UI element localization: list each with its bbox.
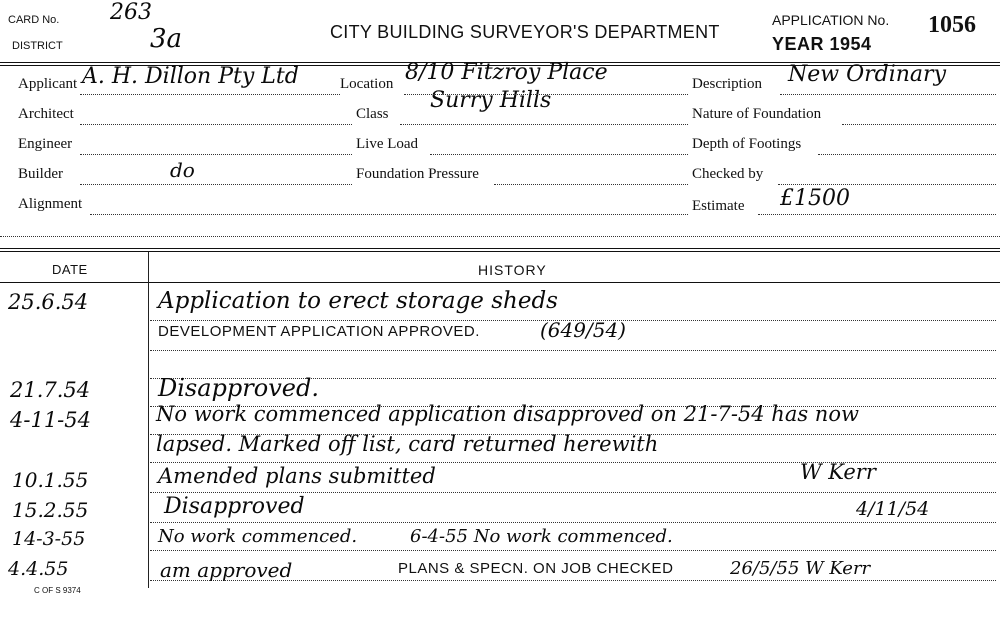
engineer-label: Engineer [18, 136, 73, 152]
date-column-header: DATE [52, 262, 88, 277]
history-entry: Disapproved [164, 494, 305, 519]
history-entry: Amended plans submitted [158, 464, 436, 488]
history-row-line [150, 492, 996, 493]
dotted-rule [430, 154, 688, 155]
history-note: (649/54) [540, 318, 626, 342]
dotted-rule [400, 124, 688, 125]
history-date: 21.7.54 [10, 378, 91, 402]
form-code: C OF S 9374 [34, 586, 81, 595]
dotted-rule [80, 124, 352, 125]
location-label: Location [340, 76, 394, 92]
history-entry-stamp: PLANS & SPECN. ON JOB CHECKED [398, 560, 674, 577]
checked-by-label: Checked by [692, 166, 764, 182]
history-entry: am approved [160, 558, 293, 582]
dotted-rule [842, 124, 996, 125]
depth-of-footings-label: Depth of Footings [692, 136, 802, 152]
history-rule [0, 248, 1000, 249]
district-label: DISTRICT [12, 40, 63, 52]
dotted-rule [0, 236, 1000, 237]
history-row-line [150, 550, 996, 551]
year-label: YEAR 1954 [772, 34, 872, 54]
history-row-line [150, 522, 996, 523]
history-date: 25.6.54 [8, 290, 89, 314]
history-column-header: HISTORY [478, 262, 547, 278]
history-entry: lapsed. Marked off list, card returned herewith [156, 432, 659, 456]
card-no-label: CARD No. [8, 14, 60, 26]
alignment-label: Alignment [18, 196, 83, 212]
dotted-rule [494, 184, 688, 185]
dotted-rule [80, 154, 352, 155]
signature: 26/5/55 W Kerr [730, 558, 871, 579]
column-header-rule [0, 282, 1000, 283]
history-note: 4/11/54 [856, 498, 930, 520]
description-value: New Ordinary [788, 62, 946, 87]
dotted-rule [780, 94, 996, 95]
location-value: 8/10 Fitzroy Place [405, 60, 608, 85]
builder-value: do [170, 158, 195, 182]
builder-label: Builder [18, 166, 63, 182]
date-column-divider [148, 252, 149, 588]
history-entry: No work commenced application disapproved on 21-7-54 has now [156, 402, 859, 426]
foundation-pressure-label: Foundation Pressure [356, 166, 479, 182]
history-entry-stamp: DEVELOPMENT APPLICATION APPROVED. [158, 323, 480, 340]
application-label: APPLICATION No. [772, 12, 890, 28]
signature: W Kerr [800, 460, 876, 484]
estimate-label: Estimate [692, 198, 745, 214]
live-load-label: Live Load [356, 136, 419, 152]
district-value: 3a [150, 24, 183, 54]
application-number: 1056 [928, 12, 976, 38]
department-title: CITY BUILDING SURVEYOR'S DEPARTMENT [330, 22, 720, 42]
nature-of-foundation-label: Nature of Foundation [692, 106, 822, 122]
dotted-rule [758, 214, 996, 215]
history-date: 4-11-54 [10, 408, 91, 432]
history-entry: Disapproved. [158, 374, 319, 402]
dotted-rule [80, 184, 352, 185]
dotted-rule [404, 94, 688, 95]
dotted-rule [80, 94, 340, 95]
history-entry: No work commenced. [158, 526, 358, 547]
architect-label: Architect [18, 106, 74, 122]
class-value: Surry Hills [430, 88, 552, 113]
history-date: 14-3-55 [12, 528, 86, 550]
class-label: Class [356, 106, 389, 122]
dotted-rule [818, 154, 996, 155]
history-entry: Application to erect storage sheds [158, 288, 558, 314]
history-date: 4.4.55 [8, 558, 69, 580]
applicant-value: A. H. Dillon Pty Ltd [82, 64, 299, 89]
history-note: 6-4-55 No work commenced. [410, 526, 673, 547]
card-no-value: 263 [110, 0, 152, 25]
dotted-rule [778, 184, 996, 185]
description-label: Description [692, 76, 762, 92]
history-date: 15.2.55 [12, 498, 89, 522]
dotted-rule [90, 214, 688, 215]
applicant-label: Applicant [18, 76, 78, 92]
history-date: 10.1.55 [12, 468, 89, 492]
estimate-value: £1500 [780, 186, 850, 211]
history-rule-2 [0, 251, 1000, 252]
history-row-line [150, 350, 996, 351]
